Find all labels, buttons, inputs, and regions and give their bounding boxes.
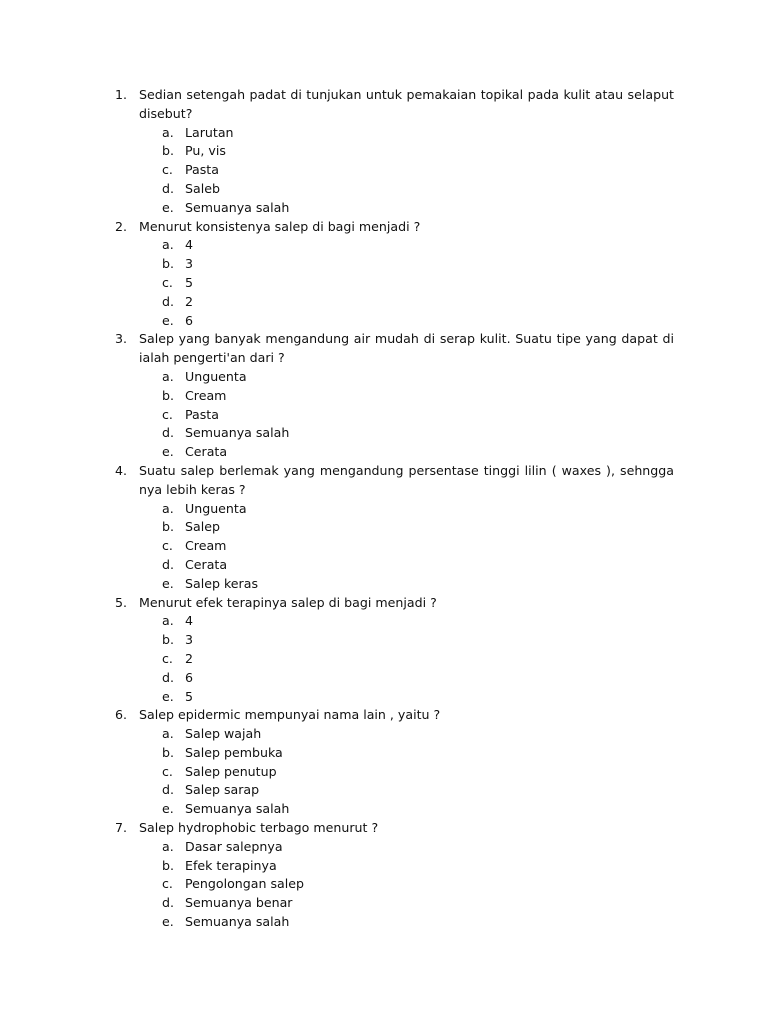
question-item [0, 462, 768, 594]
option-label: d. [162, 782, 174, 798]
answer-option [0, 500, 768, 519]
option-label: c. [162, 650, 173, 666]
option-label: c. [162, 162, 173, 178]
option-text: Salep pembuka [185, 744, 283, 760]
option-label: a. [162, 838, 174, 854]
option-text: Pasta [185, 162, 219, 178]
option-text: 6 [185, 312, 194, 328]
option-text: 6 [185, 669, 194, 685]
answer-option [0, 650, 768, 669]
question-number: 7. [115, 820, 128, 836]
question-line [0, 706, 768, 725]
option-text: Cream [185, 387, 227, 403]
question-text: nya lebih keras ? [139, 481, 246, 497]
option-label: d. [162, 180, 174, 196]
option-label: e. [162, 444, 174, 460]
answer-option [0, 744, 768, 763]
option-label: e. [162, 312, 174, 328]
option-label: a. [162, 124, 174, 140]
question-line [0, 330, 768, 349]
option-text: Pasta [185, 406, 219, 422]
quiz-document [0, 86, 768, 932]
option-label: b. [162, 744, 174, 760]
answer-option [0, 575, 768, 594]
option-text: Salep sarap [185, 782, 260, 798]
option-label: d. [162, 293, 174, 309]
option-label: e. [162, 688, 174, 704]
option-text: Salep wajah [185, 726, 262, 742]
option-label: b. [162, 857, 174, 873]
option-label: b. [162, 143, 174, 159]
option-text: Semuanya salah [185, 199, 290, 215]
option-label: a. [162, 237, 174, 253]
option-text: 5 [185, 688, 194, 704]
question-item [0, 594, 768, 707]
answer-option [0, 894, 768, 913]
answer-option [0, 443, 768, 462]
option-label: b. [162, 519, 174, 535]
question-line [0, 819, 768, 838]
question-text: Salep yang banyak mengandung air mudah di serap kulit. Suatu tipe yang dapat di [139, 331, 674, 347]
option-text: 4 [185, 613, 194, 629]
question-item [0, 819, 768, 932]
option-text: Dasar salepnya [185, 838, 283, 854]
option-label: c. [162, 763, 173, 779]
question-line [0, 462, 768, 481]
question-line [0, 481, 768, 500]
option-label: c. [162, 876, 173, 892]
option-text: 2 [185, 293, 194, 309]
option-label: b. [162, 256, 174, 272]
option-label: b. [162, 387, 174, 403]
option-text: Saleb [185, 180, 220, 196]
option-label: c. [162, 274, 173, 290]
question-text: ialah pengerti'an dari ? [139, 350, 285, 366]
option-text: Cerata [185, 556, 228, 572]
answer-option [0, 518, 768, 537]
question-line [0, 349, 768, 368]
answer-option [0, 857, 768, 876]
answer-option [0, 669, 768, 688]
question-item [0, 706, 768, 819]
answer-option [0, 424, 768, 443]
option-text: Salep keras [185, 575, 259, 591]
answer-option [0, 763, 768, 782]
option-text: Salep penutup [185, 763, 277, 779]
option-label: c. [162, 406, 173, 422]
answer-option [0, 293, 768, 312]
option-label: b. [162, 632, 174, 648]
question-text: Sedian setengah padat di tunjukan untuk pemakaian topikal pada kulit atau selaput [139, 87, 674, 102]
question-number: 4. [115, 462, 128, 478]
question-text: Salep hydrophobic terbago menurut ? [139, 820, 379, 836]
answer-option [0, 631, 768, 650]
option-text: Unguenta [185, 368, 247, 384]
question-number: 1. [115, 87, 128, 102]
question-text: disebut? [139, 105, 193, 121]
option-text: Semuanya benar [185, 895, 293, 911]
answer-option [0, 368, 768, 387]
answer-option [0, 725, 768, 744]
option-text: Semuanya salah [185, 801, 290, 817]
option-label: a. [162, 613, 174, 629]
option-label: d. [162, 425, 174, 441]
option-text: Pengolongan salep [185, 876, 304, 892]
option-label: d. [162, 895, 174, 911]
option-text: Pu, vis [185, 143, 226, 159]
option-text: Unguenta [185, 500, 247, 516]
question-item [0, 86, 768, 218]
question-line [0, 86, 768, 105]
option-text: Salep [185, 519, 220, 535]
answer-option [0, 199, 768, 218]
answer-option [0, 255, 768, 274]
option-text: Semuanya salah [185, 425, 290, 441]
answer-option [0, 312, 768, 331]
option-text: 4 [185, 237, 194, 253]
question-text: Menurut efek terapinya salep di bagi menjadi ? [139, 594, 437, 610]
question-number: 5. [115, 594, 128, 610]
question-text: Salep epidermic mempunyai nama lain , yaitu ? [139, 707, 441, 723]
option-text: Cream [185, 538, 227, 554]
option-label: e. [162, 801, 174, 817]
option-label: e. [162, 914, 174, 930]
answer-option [0, 124, 768, 143]
option-label: a. [162, 726, 174, 742]
answer-option [0, 688, 768, 707]
option-label: a. [162, 368, 174, 384]
option-label: a. [162, 500, 174, 516]
option-label: d. [162, 669, 174, 685]
option-label: e. [162, 575, 174, 591]
question-text: Suatu salep berlemak yang mengandung persentase tinggi lilin ( waxes ), sehngga [139, 462, 674, 478]
option-text: 3 [185, 632, 194, 648]
option-text: Larutan [185, 124, 234, 140]
question-line [0, 218, 768, 237]
answer-option [0, 913, 768, 932]
option-label: d. [162, 556, 174, 572]
option-text: Semuanya salah [185, 914, 290, 930]
answer-option [0, 612, 768, 631]
question-number: 2. [115, 218, 128, 234]
question-item [0, 330, 768, 462]
option-label: c. [162, 538, 173, 554]
answer-option [0, 274, 768, 293]
question-line [0, 594, 768, 613]
question-text: Menurut konsistenya salep di bagi menjadi ? [139, 218, 421, 234]
answer-option [0, 537, 768, 556]
answer-option [0, 180, 768, 199]
answer-option [0, 875, 768, 894]
answer-option [0, 406, 768, 425]
option-text: 3 [185, 256, 194, 272]
answer-option [0, 838, 768, 857]
answer-option [0, 161, 768, 180]
option-text: 2 [185, 650, 194, 666]
option-label: e. [162, 199, 174, 215]
option-text: 5 [185, 274, 194, 290]
option-text: Cerata [185, 444, 228, 460]
question-number: 6. [115, 707, 128, 723]
option-text: Efek terapinya [185, 857, 277, 873]
answer-option [0, 387, 768, 406]
answer-option [0, 142, 768, 161]
answer-option [0, 800, 768, 819]
answer-option [0, 556, 768, 575]
answer-option [0, 236, 768, 255]
answer-option [0, 781, 768, 800]
question-line [0, 105, 768, 124]
question-item [0, 218, 768, 331]
question-number: 3. [115, 331, 128, 347]
